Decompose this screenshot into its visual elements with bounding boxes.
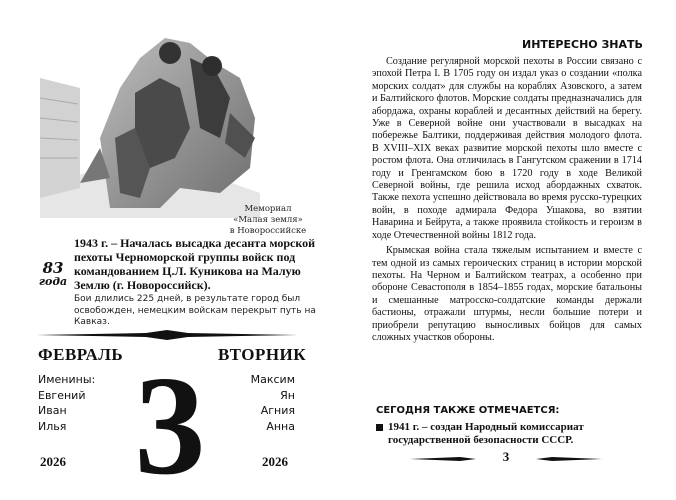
years-ago-word: года xyxy=(38,275,68,288)
left-calendar-page xyxy=(0,0,330,500)
article-body xyxy=(372,56,642,347)
square-bullet-icon xyxy=(376,424,383,431)
name-day: Илья xyxy=(38,419,67,433)
name-days-right xyxy=(240,372,295,434)
year-left: 2026 xyxy=(40,454,66,469)
article-paragraph: Создание регулярной морской пехоты в России связано с эпохой Петра I. В 1705 году он издал указ о создании «полка морских солдат» для службы на кораблях Азовского, а затем и Балтийского флотов. Морские солдаты предназначались для абордажа, охраны кораблей и десантных действий на берегу. Уже в Северной войне они участвовали в высадках на побережье Балтики, поддерживая действия молодого флота. В XVIII–XIX веках развитие морской пехоты шло вместе с ростом флота. Она отличилась в Гангутском сражении в 1714 году и Гренгамском бою в 1720 году в ходе Великой Северной войны, где решила исход абордажных схваток. Также пехота успешно действовала во время русско-турецких войн, в походе адмирала Федора Ушакова, во взятии Наварина и Бейрута, а также проявила стойкость и героизм в ходе Отечественной войны 1812 года. xyxy=(372,56,642,241)
month-label: ФЕВРАЛЬ xyxy=(38,345,124,364)
section-title: ИНТЕРЕСНО ЗНАТЬ xyxy=(522,38,643,51)
name-day: Максим xyxy=(250,373,295,386)
event-body: Бои длились 225 дней, в результате город был освобожден, немецким войскам перекрыт путь на Кавказ. xyxy=(74,294,316,327)
also-celebrated-title: СЕГОДНЯ ТАКЖЕ ОТМЕЧАЕТСЯ: xyxy=(376,405,560,416)
name-day: Евгений xyxy=(38,388,86,402)
page-number: 3 xyxy=(502,449,510,464)
article-paragraph: Крымская война стала тяжелым испытанием и вместе с тем одной из самых героических страниц в истории морской пехоты. На Черном и Балтийском театрах, а особенно при обороне Севастополя в 1854–1855 годах, морские батальоны и смешанные матросско-солдатские команды держали бастионы, отражали штурмы, несли большие потери и приобрели репутацию выносливых бойцов для самых сложных участков обороны. xyxy=(372,245,642,343)
name-day: Анна xyxy=(266,419,295,433)
name-day: Ян xyxy=(280,388,295,402)
year-right: 2026 xyxy=(262,454,288,469)
name-days-label: Именины: xyxy=(38,373,96,386)
weekday-label: ВТОРНИК xyxy=(218,345,307,364)
name-day: Иван xyxy=(38,404,67,417)
event-headline: 1943 г. – Началась высадка десанта морской пехоты Черноморской группы войск под командованием Ц.Л. Куникова на Малую Землю (г. Новороссийск). xyxy=(74,236,316,292)
years-ago xyxy=(36,259,70,288)
years-ago-number: 83 xyxy=(42,259,64,277)
ornament-divider-right xyxy=(536,454,602,464)
name-day: Агния xyxy=(260,404,295,417)
day-number: 3 xyxy=(134,346,206,500)
photo-caption: Мемориал «Малая земля» в Новороссийске xyxy=(229,204,307,236)
name-days-left xyxy=(38,372,95,434)
event-block xyxy=(74,236,324,329)
ornament-divider-top xyxy=(36,330,298,340)
right-info-page xyxy=(340,0,676,500)
also-celebrated-item: 1941 г. – создан Народный комиссариат государственной безопасности СССР. xyxy=(364,421,644,447)
memorial-photo xyxy=(40,18,260,228)
